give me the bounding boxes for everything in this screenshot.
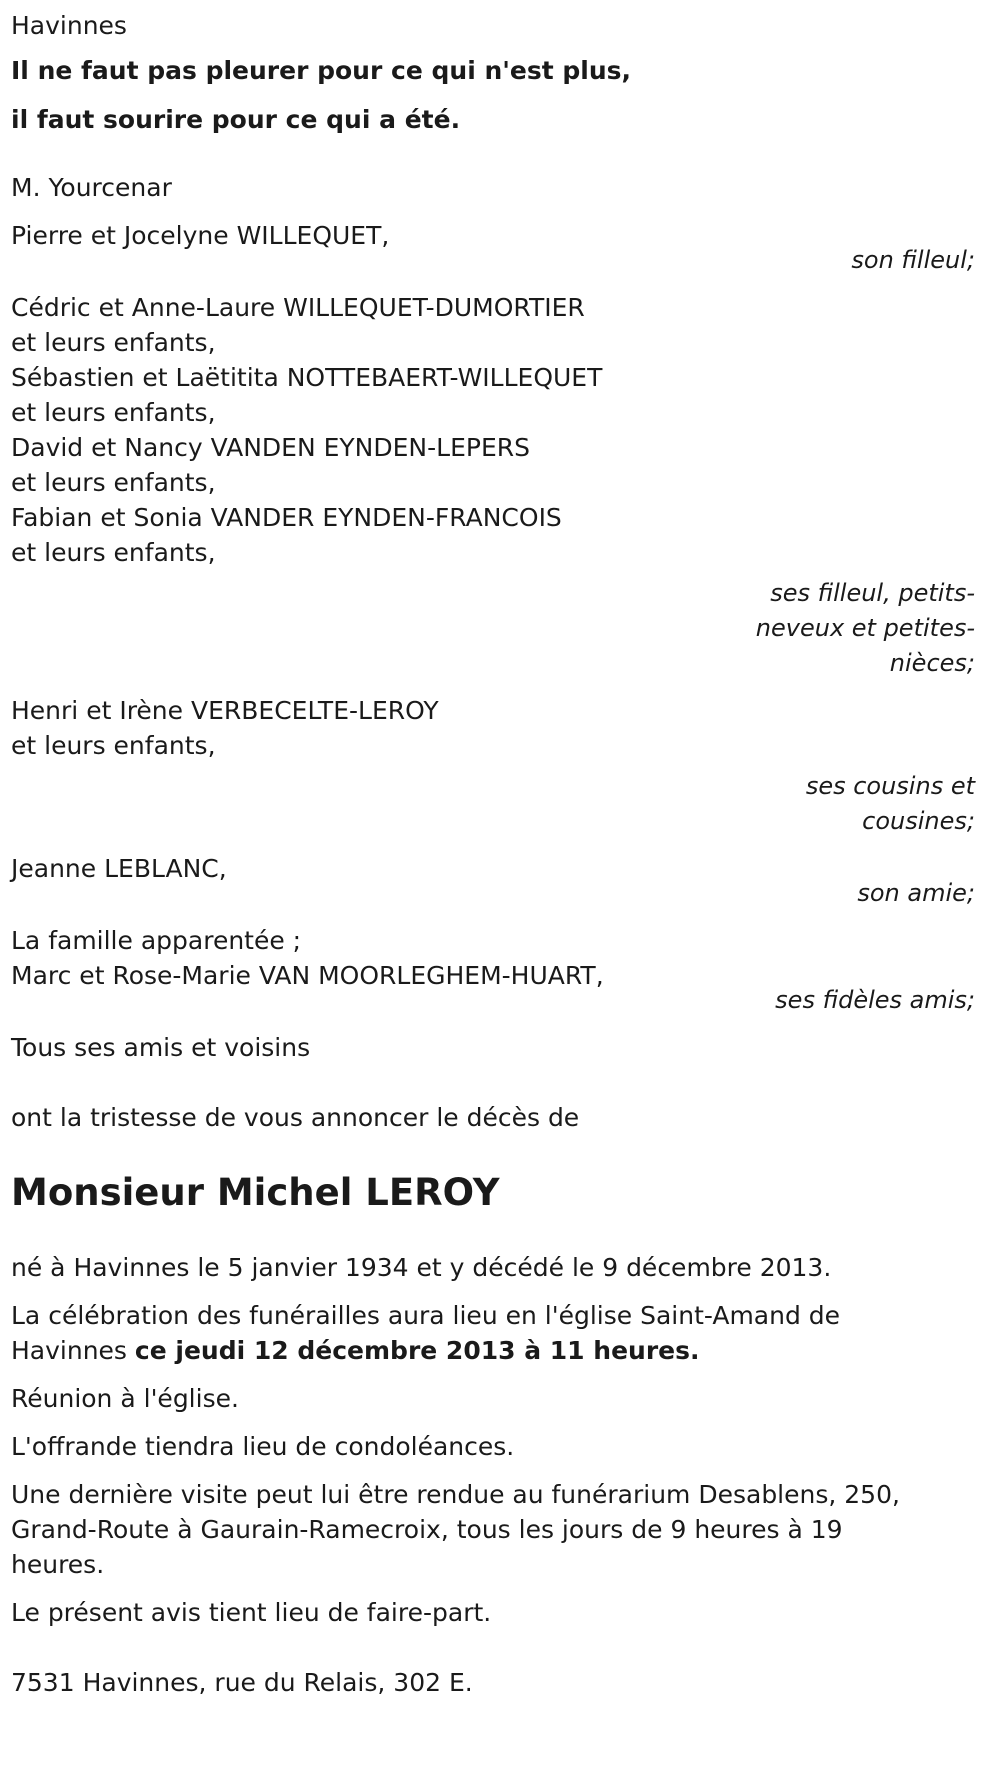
ceremony-place: Havinnes — [11, 1336, 135, 1365]
ceremony-paragraph — [11, 1296, 989, 1371]
family-group-1-role: son filleul; — [851, 246, 975, 274]
announcement-intro: ont la tristesse de vous annoncer le décès de — [11, 1103, 580, 1132]
family-group-2-role-line-3: nièces; — [889, 649, 975, 677]
family-group-2-role-line-2: neveux et petites- — [755, 614, 975, 642]
family-group-4-name: Jeanne LEBLANC, — [11, 854, 227, 883]
notice-statement: Le présent avis tient lieu de faire-part. — [11, 1598, 492, 1627]
quote-author: M. Yourcenar — [11, 173, 172, 202]
family-group-3-line-1: Henri et Irène VERBECELTE-LEROY — [11, 696, 439, 725]
family-group-4-role: son amie; — [857, 879, 975, 907]
family-group-2-line-4: et leurs enfants, — [11, 398, 216, 427]
family-group-2-line-3: Sébastien et Laëtitita NOTTEBAERT-WILLEQUET — [11, 363, 603, 392]
visit-line-2: Grand-Route à Gaurain-Ramecroix, tous les jours de 9 heures à 19 — [11, 1515, 843, 1544]
quote-line-2: il faut sourire pour ce qui a été. — [11, 105, 461, 134]
family-group-5-line-2: Marc et Rose-Marie VAN MOORLEGHEM-HUART, — [11, 961, 604, 990]
visit-paragraph — [11, 1475, 989, 1585]
family-group-2-role-line-1: ses filleul, petits- — [770, 579, 975, 607]
family-group-1-name: Pierre et Jocelyne WILLEQUET, — [11, 221, 390, 250]
family-group-2-line-8: et leurs enfants, — [11, 538, 216, 567]
visit-line-3: heures. — [11, 1550, 105, 1579]
family-group-3-role — [735, 766, 989, 841]
family-group-2-line-2: et leurs enfants, — [11, 328, 216, 357]
friends-and-neighbours: Tous ses amis et voisins — [11, 1033, 311, 1062]
quote-line-1: Il ne faut pas pleurer pour ce qui n'est plus, — [11, 56, 632, 85]
birth-death-dates: né à Havinnes le 5 janvier 1934 et y décédé le 9 décembre 2013. — [11, 1253, 832, 1282]
visit-line-1: Une dernière visite peut lui être rendue au funérarium Desablens, 250, — [11, 1480, 900, 1509]
family-group-2-role — [735, 573, 989, 683]
meeting-place: Réunion à l'église. — [11, 1384, 239, 1413]
family-group-3-role-line-2: cousines; — [862, 807, 975, 835]
header-place: Havinnes — [11, 11, 127, 40]
family-group-3-line-2: et leurs enfants, — [11, 731, 216, 760]
family-group-5-line-1: La famille apparentée ; — [11, 926, 302, 955]
family-group-5-role: ses fidèles amis; — [775, 986, 975, 1014]
ceremony-date-time: ce jeudi 12 décembre 2013 à 11 heures. — [134, 1336, 700, 1365]
family-address: 7531 Havinnes, rue du Relais, 302 E. — [11, 1668, 473, 1697]
offering-note: L'offrande tiendra lieu de condoléances. — [11, 1432, 515, 1461]
ceremony-line-1: La célébration des funérailles aura lieu en l'église Saint-Amand de — [11, 1301, 841, 1330]
family-group-2-line-5: David et Nancy VANDEN EYNDEN-LEPERS — [11, 433, 530, 462]
family-group-3-role-line-1: ses cousins et — [805, 772, 975, 800]
family-group-2-line-6: et leurs enfants, — [11, 468, 216, 497]
family-group-2-line-7: Fabian et Sonia VANDER EYNDEN-FRANCOIS — [11, 503, 562, 532]
deceased-name: Monsieur Michel LEROY — [11, 1171, 500, 1214]
ceremony-line-2 — [11, 1331, 989, 1371]
family-group-2-line-1: Cédric et Anne-Laure WILLEQUET-DUMORTIER — [11, 293, 585, 322]
